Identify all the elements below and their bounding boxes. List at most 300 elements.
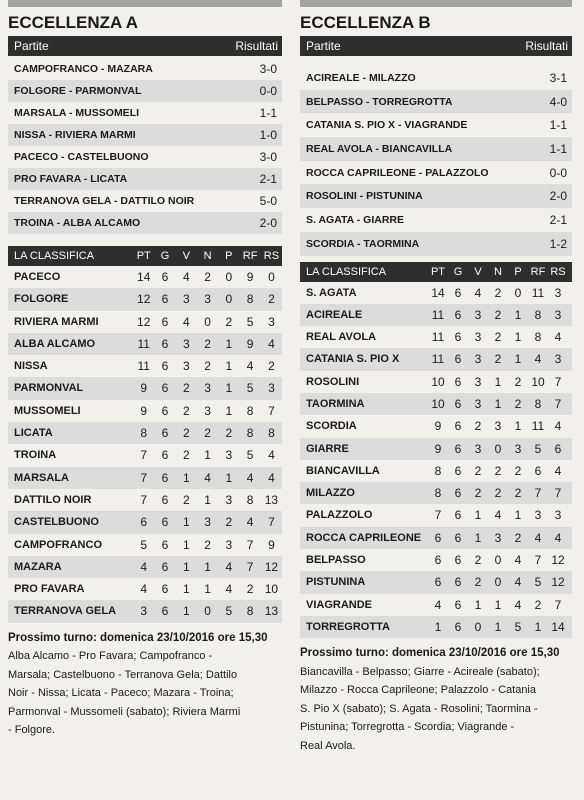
- match-row: [8, 124, 282, 146]
- stat-cell: 6: [161, 336, 169, 351]
- stat-cell: 2: [204, 270, 211, 284]
- stat-cell: 1: [514, 508, 522, 523]
- stat-cell: 3: [474, 396, 482, 411]
- stat-cell: 6: [454, 285, 462, 300]
- team-name: NISSA: [14, 360, 48, 373]
- stat-cell: 7: [268, 515, 275, 530]
- matches-header: [8, 36, 282, 56]
- stat-cell: 12: [137, 292, 151, 307]
- stat-cell: 8: [246, 604, 254, 619]
- stat-cell: 6: [161, 359, 169, 374]
- team-name: BELPASSO: [306, 554, 366, 567]
- stat-cell: 3: [494, 419, 502, 434]
- top-bar: [8, 0, 282, 7]
- team-name: MILAZZO: [306, 487, 355, 500]
- team-name: TAORMINA: [306, 397, 365, 410]
- stat-cell: 1: [534, 619, 542, 634]
- match-name: BELPASSO - TORREGROTTA: [306, 95, 453, 108]
- stat-cell: 6: [454, 396, 462, 411]
- column-header: V: [474, 265, 482, 278]
- stat-cell: 4: [268, 448, 275, 463]
- stat-cell: 5: [514, 619, 522, 634]
- stat-cell: 10: [531, 374, 545, 389]
- match-name: MARSALA - MUSSOMELI: [14, 107, 140, 119]
- column-header: G: [160, 250, 170, 262]
- stat-cell: 6: [454, 374, 462, 389]
- stat-cell: 2: [225, 314, 233, 329]
- stat-cell: 0: [494, 575, 502, 590]
- table-row: [8, 578, 282, 600]
- stat-cell: 2: [474, 486, 482, 501]
- next-round-line: Biancavilla - Belpasso; Giarre - Acireale (sabato);: [300, 665, 540, 678]
- stat-cell: 7: [534, 486, 542, 501]
- stat-cell: 11: [137, 359, 150, 374]
- table-row: [300, 282, 572, 304]
- table-row: [8, 511, 282, 533]
- match-row: [8, 102, 282, 124]
- stat-cell: 3: [204, 515, 211, 530]
- match-score: 1-0: [259, 128, 277, 142]
- stat-cell: 9: [246, 270, 254, 284]
- stat-cell: 8: [534, 396, 542, 411]
- stat-cell: 2: [204, 359, 211, 374]
- match-name: CATANIA S. PIO X - VIAGRANDE: [306, 119, 468, 132]
- team-name: ACIREALE: [306, 308, 363, 321]
- stat-cell: 2: [182, 448, 190, 463]
- table-row: [300, 304, 572, 326]
- stat-cell: 3: [204, 403, 211, 418]
- stat-cell: 14: [137, 270, 151, 284]
- team-name: SCORDIA: [306, 420, 357, 433]
- match-score: 0-0: [259, 84, 277, 98]
- results-header-label: Risultati: [235, 39, 278, 53]
- stat-cell: 8: [246, 426, 254, 441]
- stat-cell: 14: [431, 285, 445, 300]
- stat-cell: 12: [551, 553, 565, 568]
- stat-cell: 0: [204, 314, 211, 329]
- table-row: [8, 422, 282, 444]
- next-round-line: - Folgore.: [8, 724, 56, 737]
- stat-cell: 3: [474, 374, 482, 389]
- match-name: PACECO - CASTELBUONO: [14, 151, 149, 163]
- stat-cell: 4: [534, 530, 542, 545]
- team-name: REAL AVOLA: [306, 331, 377, 344]
- column-header: P: [225, 250, 233, 262]
- match-score: 4-0: [549, 94, 567, 109]
- top-bar: [300, 0, 572, 7]
- stat-cell: 2: [514, 530, 522, 545]
- stat-cell: 8: [434, 463, 442, 478]
- match-row: [8, 168, 282, 190]
- eccellenza-a-column: [8, 0, 282, 740]
- match-score: 2-1: [259, 172, 277, 186]
- stat-cell: 7: [246, 559, 254, 574]
- stat-cell: 5: [225, 604, 233, 619]
- table-row: [300, 348, 572, 370]
- stat-cell: 2: [182, 381, 190, 396]
- standings-table: [8, 246, 282, 623]
- stat-cell: 13: [264, 604, 279, 619]
- stat-cell: 2: [474, 463, 482, 478]
- stat-cell: 3: [182, 292, 190, 307]
- stat-cell: 6: [434, 553, 442, 568]
- stat-cell: 0: [474, 619, 482, 634]
- stat-cell: 4: [268, 470, 275, 485]
- stat-cell: 1: [182, 559, 190, 574]
- table-row: [8, 377, 282, 399]
- stat-cell: 7: [554, 597, 562, 612]
- team-name: MAZARA: [14, 560, 62, 573]
- stat-cell: 7: [140, 492, 148, 507]
- stat-cell: 9: [268, 537, 275, 552]
- stat-cell: 1: [204, 559, 211, 574]
- match-row: [300, 137, 572, 161]
- table-row: [300, 527, 572, 549]
- team-name: TROINA: [14, 449, 57, 462]
- column-header: PT: [136, 250, 151, 262]
- stat-cell: 1: [182, 582, 190, 597]
- stat-cell: 1: [474, 597, 482, 612]
- stat-cell: 1: [204, 582, 211, 597]
- team-name: PISTUNINA: [306, 576, 366, 589]
- stat-cell: 8: [268, 426, 275, 441]
- stat-cell: 4: [554, 530, 562, 545]
- section-title: ECCELLENZA A: [8, 13, 139, 32]
- team-name: RIVIERA MARMI: [14, 315, 99, 328]
- stat-cell: 2: [182, 492, 190, 507]
- stat-cell: 6: [554, 441, 562, 456]
- stat-cell: 2: [225, 426, 233, 441]
- table-row: [300, 371, 572, 393]
- team-name: LICATA: [14, 427, 53, 440]
- stat-cell: 2: [268, 359, 275, 374]
- stat-cell: 4: [268, 336, 275, 351]
- stat-cell: 2: [474, 419, 482, 434]
- stat-cell: 2: [246, 582, 254, 597]
- stat-cell: 6: [161, 559, 169, 574]
- match-name: ROCCA CAPRILEONE - PALAZZOLO: [306, 166, 489, 179]
- eccellenza-b-column: [300, 0, 572, 755]
- next-round-title: Prossimo turno: domenica 23/10/2016 ore 15,30: [300, 647, 560, 660]
- next-round-line: Milazzo - Rocca Caprileone; Palazzolo - Catania: [300, 684, 536, 697]
- next-round-text: [300, 663, 572, 756]
- stat-cell: 7: [554, 486, 562, 501]
- table-row: [300, 549, 572, 571]
- team-name: CASTELBUONO: [14, 516, 99, 529]
- stat-cell: 0: [225, 292, 233, 307]
- stat-cell: 1: [514, 330, 522, 345]
- team-name: ROCCA CAPRILEONE: [306, 531, 422, 544]
- table-row: [300, 438, 572, 460]
- standings-table: [300, 262, 572, 639]
- column-header: RS: [550, 265, 566, 278]
- stat-cell: 4: [534, 352, 542, 367]
- stat-cell: 7: [140, 470, 148, 485]
- stat-cell: 6: [454, 307, 462, 322]
- stat-cell: 3: [554, 285, 562, 300]
- next-round-line: S. Pio X (sabato); S. Agata - Rosolini; Taormina -: [300, 702, 538, 715]
- stat-cell: 3: [268, 314, 275, 329]
- stat-cell: 6: [161, 470, 169, 485]
- stat-cell: 2: [204, 426, 211, 441]
- table-row: [300, 616, 572, 638]
- stat-cell: 6: [140, 515, 148, 530]
- stat-cell: 6: [454, 441, 462, 456]
- match-name: REAL AVOLA - BIANCAVILLA: [306, 142, 453, 155]
- stat-cell: 11: [431, 330, 445, 345]
- stat-cell: 13: [264, 492, 279, 507]
- stat-cell: 3: [554, 508, 562, 523]
- team-name: ROSOLINI: [306, 375, 360, 388]
- table-row: [8, 534, 282, 556]
- stat-cell: 11: [531, 419, 545, 434]
- stat-cell: 3: [225, 537, 233, 552]
- stat-cell: 4: [182, 270, 190, 284]
- stat-cell: 5: [534, 575, 542, 590]
- table-row: [300, 460, 572, 482]
- stat-cell: 5: [246, 448, 254, 463]
- stat-cell: 5: [246, 381, 254, 396]
- stat-cell: 4: [554, 463, 562, 478]
- stat-cell: 10: [431, 396, 445, 411]
- match-score: 2-1: [549, 212, 567, 227]
- stat-cell: 6: [161, 292, 169, 307]
- stat-cell: 3: [268, 381, 275, 396]
- stat-cell: 2: [494, 307, 502, 322]
- stat-cell: 1: [182, 470, 190, 485]
- stat-cell: 3: [182, 336, 190, 351]
- stat-cell: 2: [494, 352, 502, 367]
- stat-cell: 6: [434, 530, 442, 545]
- stat-cell: 4: [246, 515, 254, 530]
- stat-cell: 12: [137, 314, 151, 329]
- table-row: [8, 467, 282, 489]
- stat-cell: 3: [474, 352, 482, 367]
- stat-cell: 1: [182, 515, 190, 530]
- stat-cell: 0: [204, 604, 211, 619]
- stat-cell: 6: [161, 314, 169, 329]
- team-name: PACECO: [14, 271, 61, 283]
- stat-cell: 9: [140, 403, 148, 418]
- matches-header: [300, 36, 572, 56]
- team-name: PALAZZOLO: [306, 509, 373, 522]
- stat-cell: 1: [514, 419, 522, 434]
- stat-cell: 11: [431, 352, 445, 367]
- match-name: ACIREALE - MILAZZO: [306, 71, 416, 84]
- stat-cell: 8: [246, 292, 254, 307]
- stat-cell: 2: [494, 463, 502, 478]
- stat-cell: 3: [554, 307, 562, 322]
- next-round-line: Noir - Nissa; Licata - Paceco; Mazara - Troina;: [8, 687, 234, 700]
- match-row: [300, 232, 572, 256]
- stat-cell: 9: [434, 419, 442, 434]
- stat-cell: 1: [204, 448, 211, 463]
- stat-cell: 12: [264, 559, 279, 574]
- stat-cell: 1: [514, 307, 522, 322]
- stat-cell: 6: [161, 515, 169, 530]
- stat-cell: 4: [140, 582, 148, 597]
- table-row: [8, 266, 282, 288]
- stat-cell: 1: [474, 508, 482, 523]
- stat-cell: 8: [434, 486, 442, 501]
- stat-cell: 4: [140, 559, 148, 574]
- next-round: [8, 629, 282, 740]
- stat-cell: 1: [225, 359, 233, 374]
- stat-cell: 6: [454, 508, 462, 523]
- stat-cell: 11: [531, 285, 545, 300]
- stat-cell: 1: [225, 470, 233, 485]
- match-name: PRO FAVARA - LICATA: [14, 173, 128, 185]
- stat-cell: 2: [474, 575, 482, 590]
- stat-cell: 2: [514, 374, 522, 389]
- next-round: [300, 644, 572, 755]
- stat-cell: 10: [264, 582, 279, 597]
- team-name: FOLGORE: [14, 293, 69, 306]
- stat-cell: 6: [534, 463, 542, 478]
- table-row: [300, 594, 572, 616]
- table-row: [300, 504, 572, 526]
- match-score: 2-0: [259, 216, 277, 230]
- stat-cell: 7: [554, 396, 562, 411]
- stat-cell: 3: [554, 352, 562, 367]
- match-name: TERRANOVA GELA - DATTILO NOIR: [14, 195, 195, 207]
- stat-cell: 6: [454, 419, 462, 434]
- stat-cell: 6: [454, 575, 462, 590]
- match-score: 1-1: [549, 118, 567, 133]
- team-name: CATANIA S. PIO X: [306, 353, 400, 366]
- match-row: [300, 208, 572, 232]
- stat-cell: 7: [140, 448, 148, 463]
- next-round-line: Parmonval - Mussomeli (sabato); Riviera Marmi: [8, 705, 241, 718]
- stat-cell: 10: [431, 374, 445, 389]
- standings-header: [8, 246, 282, 266]
- stat-cell: 4: [434, 597, 442, 612]
- stat-cell: 5: [246, 314, 254, 329]
- stat-cell: 8: [534, 307, 542, 322]
- match-score: 1-1: [259, 106, 277, 120]
- stat-cell: 11: [431, 307, 445, 322]
- stat-cell: 9: [140, 381, 148, 396]
- team-name: ALBA ALCAMO: [14, 337, 96, 350]
- column-header: RS: [263, 250, 280, 262]
- stat-cell: 0: [225, 270, 233, 284]
- match-name: TROINA - ALBA ALCAMO: [14, 217, 141, 229]
- results-header-label: Risultati: [525, 39, 568, 53]
- match-row: [8, 80, 282, 102]
- stat-cell: 6: [161, 426, 169, 441]
- column-header: P: [514, 265, 522, 278]
- stat-cell: 4: [514, 575, 522, 590]
- team-name: TERRANOVA GELA: [14, 605, 117, 618]
- match-name: NISSA - RIVIERA MARMI: [14, 129, 136, 141]
- stat-cell: 3: [204, 381, 211, 396]
- stat-cell: 0: [494, 441, 502, 456]
- stat-cell: 8: [246, 492, 254, 507]
- stat-cell: 2: [494, 486, 502, 501]
- match-row: [300, 66, 572, 90]
- match-row: [8, 212, 282, 234]
- stat-cell: 8: [140, 426, 148, 441]
- team-name: S. AGATA: [306, 286, 357, 299]
- stat-cell: 4: [246, 359, 254, 374]
- team-name: PRO FAVARA: [14, 583, 85, 596]
- stat-cell: 1: [494, 619, 502, 634]
- stat-cell: 7: [534, 553, 542, 568]
- stat-cell: 2: [268, 292, 275, 307]
- stat-cell: 1: [494, 396, 502, 411]
- team-name: CAMPOFRANCO: [14, 538, 102, 551]
- stat-cell: 3: [474, 330, 482, 345]
- stat-cell: 2: [514, 486, 522, 501]
- matches-header-label: Partite: [14, 39, 49, 53]
- stat-cell: 9: [434, 441, 442, 456]
- stat-cell: 1: [182, 604, 190, 619]
- stat-cell: 11: [137, 336, 150, 351]
- stat-cell: 1: [225, 381, 233, 396]
- stat-cell: 3: [514, 441, 522, 456]
- stat-cell: 4: [225, 582, 233, 597]
- table-row: [300, 571, 572, 593]
- table-row: [8, 600, 282, 622]
- match-score: 3-1: [549, 70, 567, 85]
- stat-cell: 3: [140, 604, 148, 619]
- match-row: [8, 190, 282, 212]
- stat-cell: 1: [494, 374, 502, 389]
- stat-cell: 6: [161, 381, 169, 396]
- match-name: FOLGORE - PARMONVAL: [14, 85, 142, 97]
- next-round-line: Alba Alcamo - Pro Favara; Campofranco -: [8, 650, 213, 663]
- stat-cell: 3: [204, 292, 211, 307]
- stat-cell: 5: [534, 441, 542, 456]
- stat-cell: 8: [246, 403, 254, 418]
- stat-cell: 7: [268, 403, 275, 418]
- stat-cell: 4: [494, 508, 502, 523]
- match-score: 3-0: [259, 62, 277, 76]
- matches-list: [300, 66, 572, 256]
- stat-cell: 6: [161, 582, 169, 597]
- next-round-line: Real Avola.: [300, 739, 356, 752]
- stat-cell: 6: [161, 448, 169, 463]
- stat-cell: 1: [474, 530, 482, 545]
- table-row: [8, 333, 282, 355]
- stat-cell: 3: [474, 307, 482, 322]
- stat-cell: 6: [454, 352, 462, 367]
- column-header: RF: [530, 265, 546, 278]
- stat-cell: 1: [225, 403, 233, 418]
- table-row: [300, 393, 572, 415]
- table-row: [8, 444, 282, 466]
- team-name: TORREGROTTA: [306, 620, 390, 633]
- column-header: PT: [430, 265, 446, 278]
- stat-cell: 1: [225, 336, 233, 351]
- stat-cell: 7: [554, 374, 562, 389]
- standings-body: [8, 266, 282, 623]
- match-row: [300, 161, 572, 185]
- team-name: MARSALA: [14, 471, 69, 484]
- column-header: RF: [242, 250, 258, 262]
- column-header: N: [203, 250, 212, 262]
- stat-cell: 0: [494, 553, 502, 568]
- matches-list: [8, 58, 282, 234]
- table-row: [8, 556, 282, 578]
- stat-cell: 1: [434, 619, 442, 634]
- stat-cell: 6: [161, 270, 169, 284]
- match-name: ROSOLINI - PISTUNINA: [306, 190, 423, 203]
- column-header: G: [453, 265, 463, 278]
- table-row: [8, 400, 282, 422]
- stat-cell: 9: [246, 336, 254, 351]
- stat-cell: 4: [554, 419, 562, 434]
